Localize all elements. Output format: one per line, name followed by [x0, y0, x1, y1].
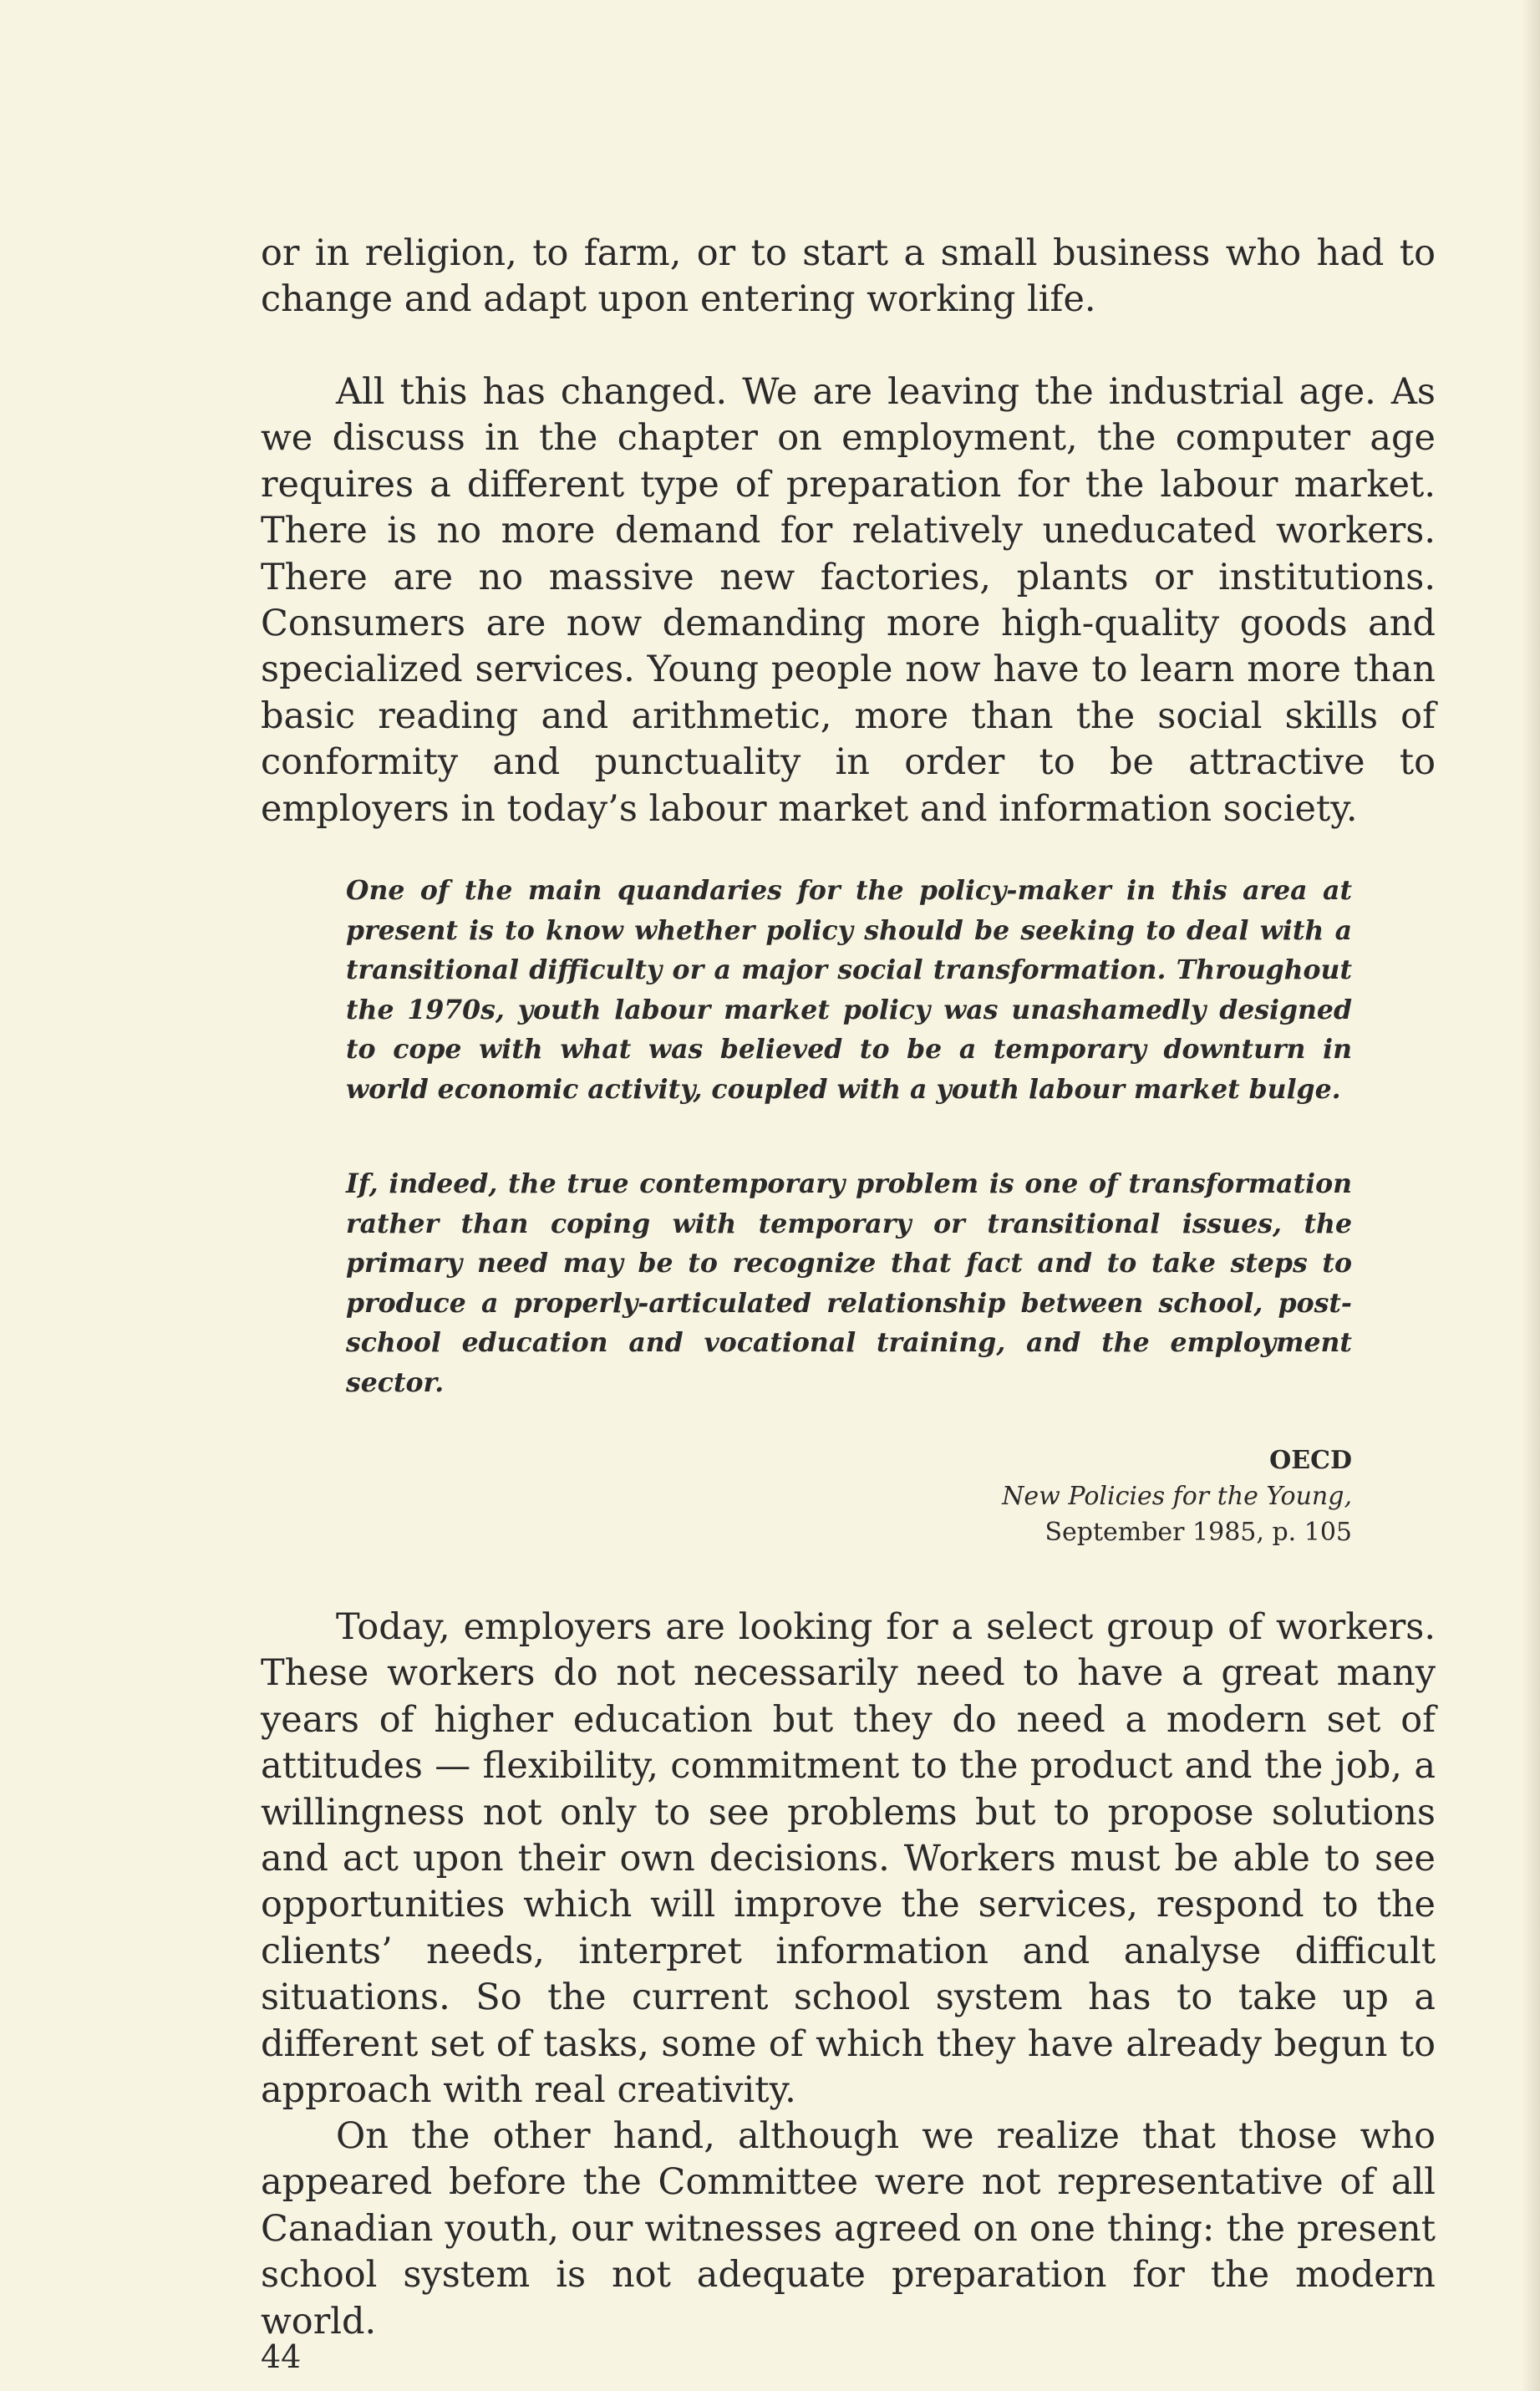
paragraph-2: All this has changed. We are leaving the industrial age. As we discuss in the chapter on employment, the computer age requires a different type of preparation for the labour market. There is no more demand for relatively uneducated workers. There are no massive new factories, plants or institutions. Consumers are now demanding more high-quality goods and specialized services. Young people now have to learn more than basic reading and arithmetic, more than the social skills of conformity and punctuality in order to be attractive to employers in today’s labour market and information society. [261, 371, 1436, 830]
paragraph-1: or in religion, to farm, or to start a small business who had to change and adapt upon entering working life. [261, 232, 1436, 321]
paragraph-3: Today, employers are looking for a select group of workers. These workers do not necessarily need to have a great many years of higher education but they do need a modern set of attitudes — flexibility, commitment to the product and the job, a willingness not only to see problems but to propose solutions and act upon their own decisions. Workers must be able to see opportunities which will improve the services, respond to the clients’ needs, interpret information and analyse difficult situations. So the current school system has to take up a different set of tasks, some of which they have already begun to approach with real creativity. [261, 1606, 1436, 2112]
page-number: 44 [261, 2338, 302, 2375]
attribution-date: September 1985, p. 105 [1044, 1518, 1352, 1547]
quote-paragraph-2: If, indeed, the true contemporary problem is one of transformation rather than coping with temporary or transitional issues, the primary need may be to recognize that fact and to take steps to produce a properly-articulated relationship between school, post-school education and vocational training, and the employment sector. [346, 1168, 1352, 1398]
block-quote [346, 871, 1352, 1109]
attribution-organization: OECD [1269, 1446, 1352, 1475]
block-quote-2 [346, 1164, 1352, 1402]
body-paragraph-continued [261, 231, 1436, 323]
quote-paragraph-1: One of the main quandaries for the policy-maker in this area at present is to know whether policy should be seeking to deal with a transitional difficulty or a major social transformation. Throughout the 1970s, youth labour market policy was unashamedly designed to cope with what was believed to be a temporary downturn in world economic activity, coupled with a youth labour market bulge. [346, 875, 1352, 1105]
body-paragraph-3-wrapper [261, 1605, 1436, 2114]
body-paragraph-2-wrapper [261, 369, 1436, 832]
body-paragraph-4-wrapper [261, 2114, 1436, 2345]
attribution-publication: New Policies for the Young, [1002, 1482, 1352, 1511]
paragraph-4: On the other hand, although we realize that those who appeared before the Committee were not representative of all Canadian youth, our witnesses agreed on one thing: the present school system is not adequate preparation for the modern world. [261, 2115, 1436, 2343]
quote-attribution [1002, 1442, 1352, 1550]
page-edge-shadow [1522, 0, 1540, 2391]
